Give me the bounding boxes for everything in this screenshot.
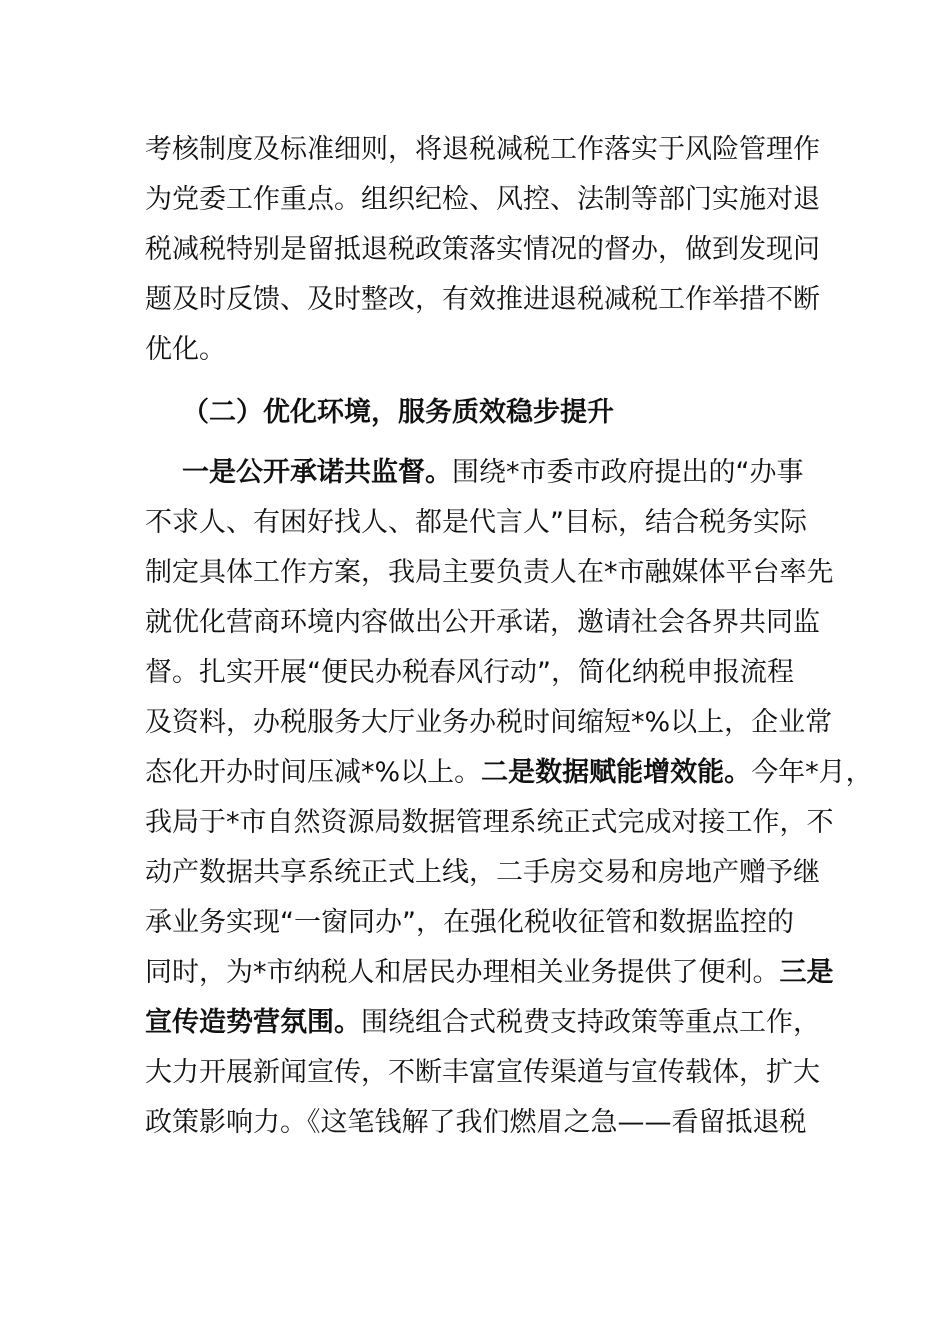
paragraph-line: [145, 955, 834, 991]
paragraph-line: 政策影响力。《这笔钱解了我们燃眉之急——看留抵退税: [145, 1107, 807, 1138]
bold-lead: 三是: [779, 957, 834, 988]
paragraph-line: 及资料，办税服务大厅业务办税时间缩短*%以上，企业常: [145, 707, 833, 738]
paragraph-line: 为党委工作重点。组织纪检、风控、法制等部门实施对退: [145, 184, 820, 215]
paragraph-line: 督。扎实开展“便民办税春风行动”，简化纳税申报流程: [145, 657, 794, 688]
paragraph-line: 就优化营商环境内容做出公开承诺，邀请社会各界共同监: [145, 607, 820, 638]
text-run: 态化开办时间压减*%以上。: [145, 757, 482, 788]
paragraph-line: [145, 1005, 820, 1041]
paragraph-line: 动产数据共享系统正式上线，二手房交易和房地产赠予继: [145, 857, 820, 888]
text-run: 今年*月，: [751, 757, 873, 788]
paragraph-line: 考核制度及标准细则，将退税减税工作落实于风险管理作: [145, 134, 820, 165]
paragraph-line: 税减税特别是留抵退税政策落实情况的督办，做到发现问: [145, 234, 820, 265]
section-heading: （二）优化环境，服务质效稳步提升: [182, 397, 614, 428]
paragraph-line: 承业务实现“一窗同办”，在强化税收征管和数据监控的: [145, 907, 794, 938]
text-run: 围绕组合式税费支持政策等重点工作，: [361, 1007, 820, 1038]
bold-lead: 一是公开承诺共监督。: [182, 457, 452, 488]
paragraph-line: 不求人、有困好找人、都是代言人”目标，结合税务实际: [145, 507, 807, 538]
text-run: 围绕*市委市政府提出的“办事: [452, 457, 804, 488]
paragraph-line: 大力开展新闻宣传，不断丰富宣传渠道与宣传载体，扩大: [145, 1057, 820, 1088]
paragraph-line: 题及时反馈、及时整改，有效推进退税减税工作举措不断: [145, 284, 820, 315]
paragraph-line: 我局于*市自然资源局数据管理系统正式完成对接工作，不: [145, 807, 834, 838]
paragraph-line: [145, 755, 873, 791]
paragraph-line: 制定具体工作方案，我局主要负责人在*市融媒体平台率先: [145, 557, 834, 588]
bold-lead: 二是数据赋能增效能。: [481, 757, 752, 788]
paragraph-line: 优化。: [145, 334, 226, 365]
text-run: 同时，为*市纳税人和居民办理相关业务提供了便利。: [145, 957, 780, 988]
bold-lead: 宣传造势营氛围。: [145, 1007, 361, 1038]
paragraph-line: [182, 455, 804, 491]
